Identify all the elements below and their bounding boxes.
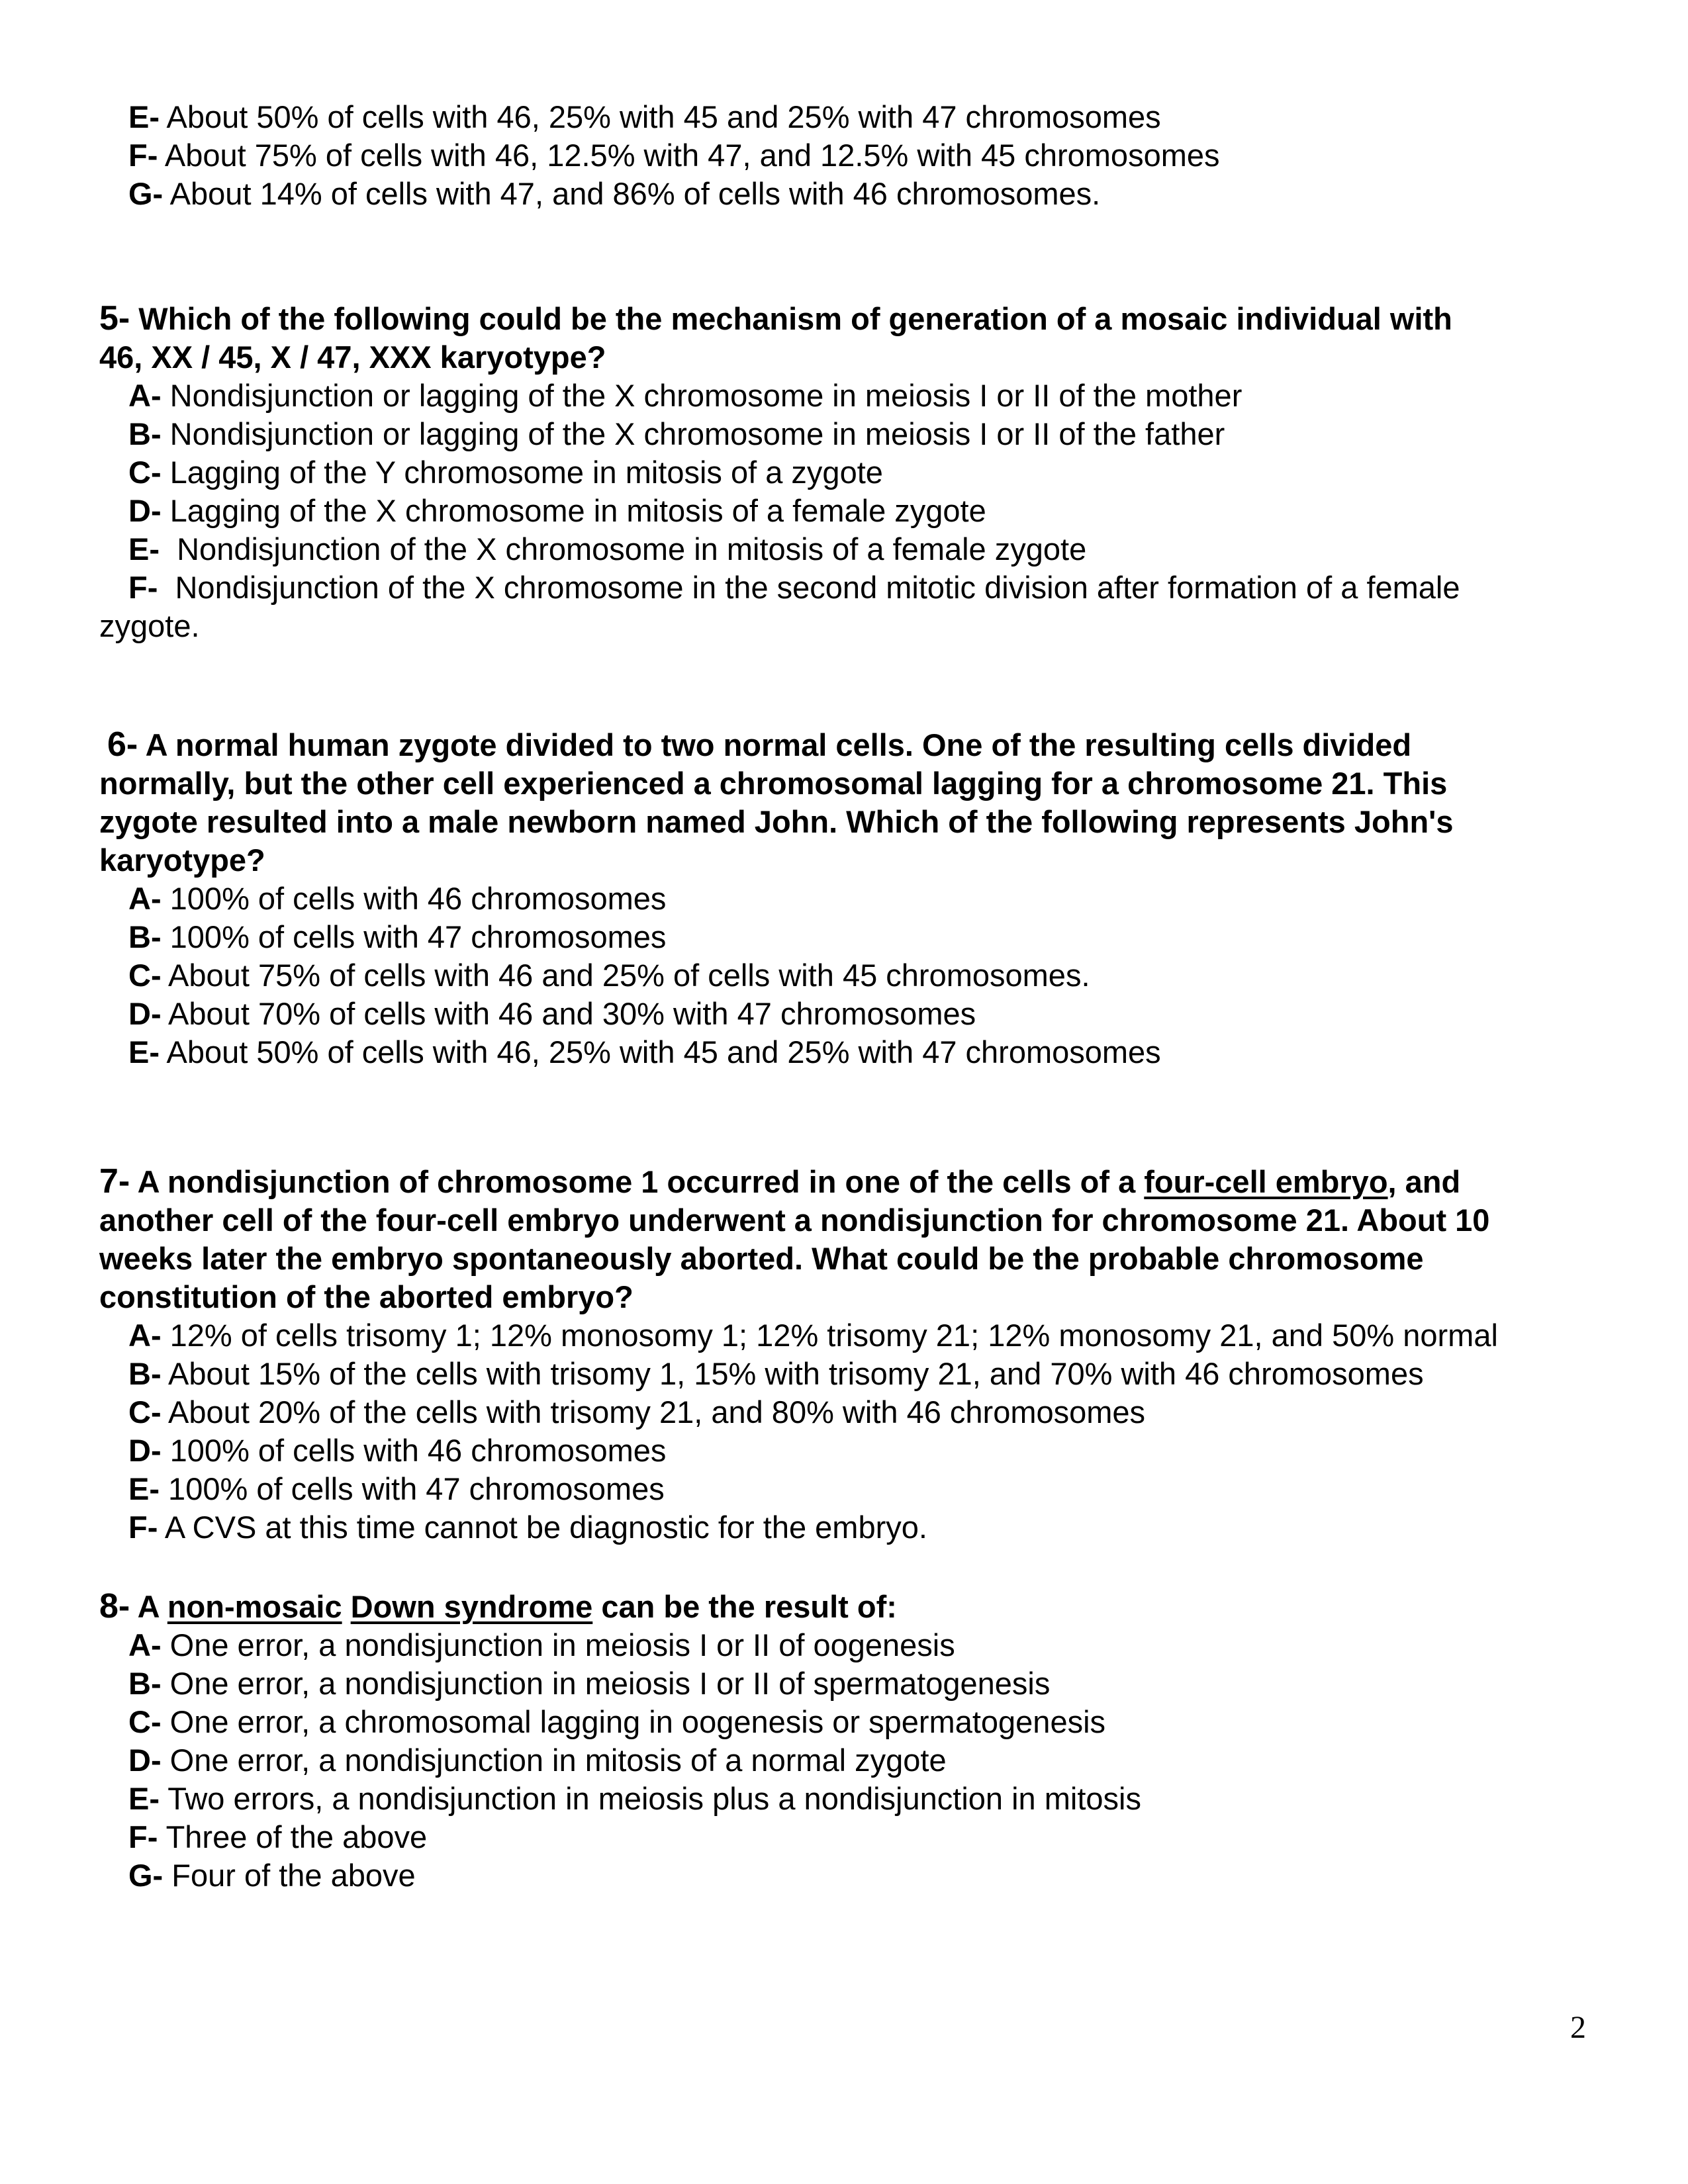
option-f — [99, 1508, 1595, 1547]
underlined-term-four-cell-embryo: four-cell embryo — [1144, 1164, 1388, 1199]
option-letter: F- — [128, 1510, 158, 1545]
option-text: A CVS at this time cannot be diagnostic for the embryo. — [158, 1510, 927, 1545]
option-letter: B- — [128, 1666, 162, 1701]
option-e — [99, 98, 1595, 136]
option-text: Lagging of the X chromosome in mitosis of a female zygote — [161, 493, 986, 528]
option-e — [99, 530, 1595, 569]
page-number: 2 — [1570, 2010, 1586, 2045]
question-number: 5- — [99, 299, 130, 338]
option-text: Lagging of the Y chromosome in mitosis of a zygote — [161, 455, 883, 490]
option-f-wrap: zygote. — [99, 608, 200, 643]
question-number: 7- — [99, 1162, 130, 1201]
question-7 — [99, 1162, 1595, 1547]
option-letter: E- — [128, 1034, 160, 1069]
option-letter: A- — [128, 1627, 162, 1662]
option-g — [99, 1856, 1595, 1895]
option-text: 100% of cells with 47 chromosomes — [161, 919, 667, 954]
option-text: About 50% of cells with 46, 25% with 45 and 25% with 47 chromosomes — [160, 99, 1161, 134]
option-letter: B- — [128, 416, 162, 451]
option-text: About 75% of cells with 46, 12.5% with 47, and 12.5% with 45 chromosomes — [158, 138, 1220, 173]
option-text: Nondisjunction of the X chromosome in the second mitotic division after formation of a female — [158, 570, 1460, 605]
option-letter: F- — [128, 570, 158, 605]
option-f — [99, 569, 1595, 607]
option-letter: F- — [128, 138, 158, 173]
option-text: 100% of cells with 46 chromosomes — [161, 881, 667, 916]
option-b — [99, 1664, 1595, 1703]
option-text: Two errors, a nondisjunction in meiosis plus a nondisjunction in mitosis — [160, 1781, 1141, 1816]
option-b — [99, 1355, 1595, 1393]
option-text: Four of the above — [163, 1858, 416, 1893]
option-letter: E- — [128, 1471, 160, 1506]
option-text: About 75% of cells with 46 and 25% of cells with 45 chromosomes. — [161, 958, 1090, 993]
underlined-term-down-syndrome: Down syndrome — [350, 1589, 593, 1624]
question-6-stem-line-4: karyotype? — [99, 842, 265, 878]
question-7-stem-line-4: constitution of the aborted embryo? — [99, 1279, 633, 1314]
option-c — [99, 453, 1595, 492]
question-5-stem-line-1 — [99, 299, 1595, 338]
option-e — [99, 1780, 1595, 1818]
option-text: Nondisjunction or lagging of the X chromosome in meiosis I or II of the father — [161, 416, 1225, 451]
option-f — [99, 136, 1595, 175]
option-text: About 14% of cells with 47, and 86% of cells with 46 chromosomes. — [163, 176, 1101, 211]
question-8 — [99, 1587, 1595, 1895]
question-5 — [99, 299, 1595, 645]
question-6 — [99, 725, 1595, 1071]
option-f — [99, 1818, 1595, 1856]
question-5-stem-line-2: 46, XX / 45, X / 47, XXX karyotype? — [99, 340, 606, 375]
option-text: 100% of cells with 47 chromosomes — [160, 1471, 665, 1506]
option-text: One error, a nondisjunction in meiosis I or II of oogenesis — [161, 1627, 955, 1662]
option-a — [99, 880, 1595, 918]
option-text: One error, a chromosomal lagging in oogenesis or spermatogenesis — [161, 1704, 1106, 1739]
option-letter: B- — [128, 1356, 162, 1391]
question-7-stem-line-3: weeks later the embryo spontaneously aborted. What could be the probable chromosome — [99, 1241, 1424, 1276]
question-7-stem-line-1 — [99, 1162, 1595, 1201]
option-letter: E- — [128, 531, 160, 567]
question-text: Which of the following could be the mechanism of generation of a mosaic individual with — [130, 301, 1452, 336]
option-a — [99, 1626, 1595, 1664]
question-text: can be the result of: — [592, 1589, 897, 1624]
question-6-stem-line-2: normally, but the other cell experienced a chromosomal lagging for a chromosome 21. This — [99, 766, 1448, 801]
option-e — [99, 1470, 1595, 1508]
option-letter: A- — [128, 1318, 162, 1353]
option-d — [99, 1432, 1595, 1470]
option-d — [99, 995, 1595, 1033]
question-text: , and — [1387, 1164, 1461, 1199]
question-4-carryover-options — [99, 98, 1595, 213]
option-letter: C- — [128, 958, 162, 993]
option-letter: D- — [128, 1433, 162, 1468]
option-c — [99, 1393, 1595, 1432]
option-text: About 70% of cells with 46 and 30% with 47 chromosomes — [161, 996, 976, 1031]
option-e — [99, 1033, 1595, 1071]
option-letter: C- — [128, 1394, 162, 1430]
question-6-stem-line-1 — [99, 725, 1595, 764]
option-letter: E- — [128, 1781, 160, 1816]
option-letter: G- — [128, 176, 164, 211]
option-g — [99, 175, 1595, 213]
option-text: About 15% of the cells with trisomy 1, 15% with trisomy 21, and 70% with 46 chromosomes — [161, 1356, 1424, 1391]
question-text: A nondisjunction of chromosome 1 occurred in one of the cells of a — [130, 1164, 1145, 1199]
option-letter: F- — [128, 1819, 158, 1854]
option-letter: B- — [128, 919, 162, 954]
option-text: 100% of cells with 46 chromosomes — [161, 1433, 667, 1468]
option-text: About 20% of the cells with trisomy 21, and 80% with 46 chromosomes — [161, 1394, 1146, 1430]
option-letter: C- — [128, 455, 162, 490]
option-text: One error, a nondisjunction in meiosis I or II of spermatogenesis — [161, 1666, 1051, 1701]
option-text: Three of the above — [158, 1819, 428, 1854]
underlined-term-non-mosaic: non-mosaic — [167, 1589, 342, 1624]
option-a — [99, 377, 1595, 415]
question-8-stem — [99, 1587, 1595, 1626]
option-text: 12% of cells trisomy 1; 12% monosomy 1; 12% trisomy 21; 12% monosomy 21, and 50% normal — [161, 1318, 1498, 1353]
option-letter: A- — [128, 881, 162, 916]
option-letter: G- — [128, 1858, 164, 1893]
option-letter: C- — [128, 1704, 162, 1739]
option-d — [99, 492, 1595, 530]
option-text: Nondisjunction of the X chromosome in mitosis of a female zygote — [160, 531, 1087, 567]
option-letter: D- — [128, 493, 162, 528]
question-7-stem-line-2: another cell of the four-cell embryo underwent a nondisjunction for chromosome 21. About 10 — [99, 1203, 1490, 1238]
question-number: 8- — [99, 1587, 130, 1625]
question-number: 6- — [107, 725, 138, 764]
option-letter: D- — [128, 996, 162, 1031]
option-b — [99, 918, 1595, 956]
question-text: A — [130, 1589, 167, 1624]
option-text: Nondisjunction or lagging of the X chromosome in meiosis I or II of the mother — [161, 378, 1243, 413]
option-b — [99, 415, 1595, 453]
question-text — [342, 1589, 351, 1624]
option-letter: E- — [128, 99, 160, 134]
option-text: One error, a nondisjunction in mitosis of a normal zygote — [161, 1743, 947, 1778]
option-letter: A- — [128, 378, 162, 413]
option-c — [99, 956, 1595, 995]
option-a — [99, 1316, 1595, 1355]
option-letter: D- — [128, 1743, 162, 1778]
option-d — [99, 1741, 1595, 1780]
question-text: A normal human zygote divided to two normal cells. One of the resulting cells divided — [138, 727, 1412, 762]
option-text: About 50% of cells with 46, 25% with 45 and 25% with 47 chromosomes — [160, 1034, 1161, 1069]
option-c — [99, 1703, 1595, 1741]
question-6-stem-line-3: zygote resulted into a male newborn named John. Which of the following represents John's — [99, 804, 1454, 839]
